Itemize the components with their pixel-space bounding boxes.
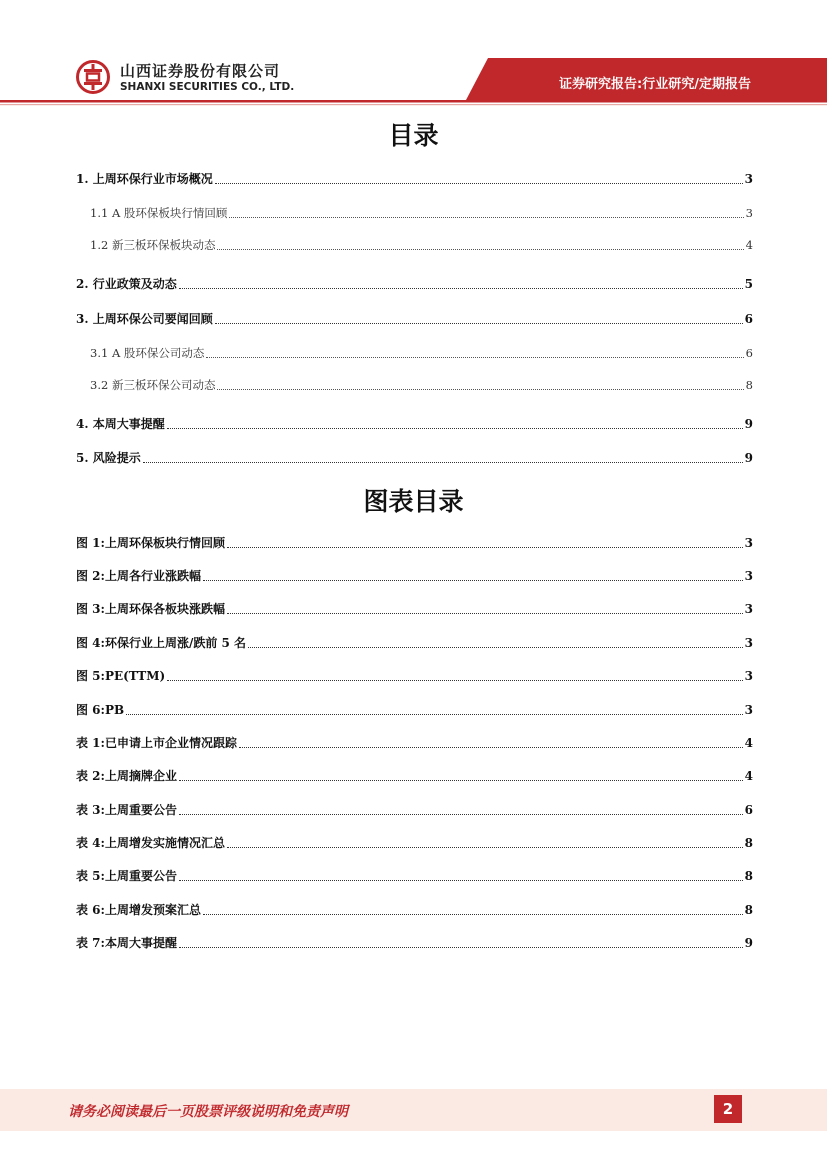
table-entry-label: 表 2:上周摘牌企业: [76, 769, 177, 783]
toc-entry-page: 6: [744, 312, 753, 326]
toc-entry[interactable]: [76, 416, 753, 432]
figure-entry[interactable]: [76, 568, 753, 584]
toc-entry-label: 3.2 新三板环保公司动态: [90, 378, 216, 392]
figure-entry-label: 图 6:PB: [76, 703, 125, 717]
figure-entry[interactable]: [76, 601, 753, 617]
header-graphic: [0, 0, 827, 110]
leader-dots: [215, 323, 743, 324]
figure-entry[interactable]: [76, 535, 753, 551]
table-entry[interactable]: [76, 868, 753, 884]
leader-dots: [179, 780, 743, 781]
header-rule-thin: [0, 104, 827, 105]
table-entry-page: 6: [744, 803, 753, 817]
leader-dots: [126, 714, 743, 715]
figure-entry[interactable]: [76, 702, 753, 718]
figure-entry[interactable]: [76, 668, 753, 684]
figure-entry[interactable]: [76, 635, 753, 651]
table-entry[interactable]: [76, 735, 753, 751]
page-header: [0, 0, 827, 110]
leader-dots: [203, 914, 743, 915]
toc-entry-page: 8: [745, 378, 753, 392]
table-entry[interactable]: [76, 902, 753, 918]
figures-title: 图表目录: [363, 487, 464, 516]
figure-entry-label: 图 2:上周各行业涨跌幅: [76, 569, 201, 583]
toc-title: 目录: [388, 121, 439, 150]
toc-entry-page: 6: [745, 346, 753, 360]
table-entry-label: 表 3:上周重要公告: [76, 803, 177, 817]
toc-entry[interactable]: [90, 237, 753, 253]
table-entry-page: 4: [744, 736, 753, 750]
toc-entry-label: 1.1 A 股环保板块行情回顾: [90, 206, 228, 220]
toc-entry[interactable]: [76, 276, 753, 292]
shanxi-securities-logo-icon: [76, 60, 110, 94]
figure-entry-label: 图 5:PE(TTM): [76, 669, 166, 683]
table-entry-page: 8: [744, 869, 753, 883]
table-entry-page: 8: [744, 903, 753, 917]
figure-entry-page: 3: [744, 602, 753, 616]
figure-entry-label: 图 4:环保行业上周涨/跌前 5 名: [76, 636, 247, 650]
toc-entry[interactable]: [90, 377, 753, 393]
table-entry-label: 表 7:本周大事提醒: [76, 936, 177, 950]
leader-dots: [179, 288, 743, 289]
company-name-cn: 山西证券股份有限公司: [120, 62, 281, 80]
table-entry-page: 4: [744, 769, 753, 783]
toc-entry-page: 5: [744, 277, 753, 291]
toc-entry-label: 2. 行业政策及动态: [76, 277, 177, 291]
toc-entry-label: 3. 上周环保公司要闻回顾: [76, 312, 213, 326]
toc-entry-page: 9: [744, 417, 753, 431]
leader-dots: [227, 847, 743, 848]
leader-dots: [227, 613, 743, 614]
table-entry[interactable]: [76, 935, 753, 951]
toc-entry-label: 3.1 A 股环保公司动态: [90, 346, 205, 360]
toc-entry-page: 3: [744, 172, 753, 186]
toc-entry-label: 5. 风险提示: [76, 451, 141, 465]
toc-entry[interactable]: [76, 450, 753, 466]
figure-entry-page: 3: [744, 669, 753, 683]
table-entry-page: 8: [744, 836, 753, 850]
table-entry-label: 表 6:上周增发预案汇总: [76, 903, 201, 917]
figure-entry-page: 3: [744, 636, 753, 650]
toc-entry-page: 3: [745, 206, 753, 220]
leader-dots: [217, 389, 743, 390]
leader-dots: [229, 217, 743, 218]
toc-entry-label: 1.2 新三板环保板块动态: [90, 238, 216, 252]
leader-dots: [239, 747, 743, 748]
footer-disclaimer: 请务必阅读最后一页股票评级说明和免责声明: [68, 1104, 348, 1120]
toc-entry[interactable]: [90, 205, 753, 221]
toc-entry-page: 4: [745, 238, 753, 252]
leader-dots: [179, 947, 743, 948]
leader-dots: [217, 249, 743, 250]
header-rule: [0, 100, 827, 103]
figure-entry-label: 图 1:上周环保板块行情回顾: [76, 536, 225, 550]
company-name-en: SHANXI SECURITIES CO., LTD.: [120, 81, 295, 93]
table-entry-label: 表 5:上周重要公告: [76, 869, 177, 883]
leader-dots: [167, 680, 742, 681]
toc-entry[interactable]: [76, 171, 753, 187]
leader-dots: [227, 547, 743, 548]
table-entry-label: 表 4:上周增发实施情况汇总: [76, 836, 225, 850]
page-number: 2: [714, 1095, 742, 1123]
leader-dots: [215, 183, 743, 184]
toc-entry-page: 9: [744, 451, 753, 465]
report-type: 证券研究报告:行业研究/定期报告: [559, 77, 751, 92]
leader-dots: [143, 462, 743, 463]
leader-dots: [206, 357, 743, 358]
leader-dots: [167, 428, 743, 429]
toc-entry[interactable]: [90, 345, 753, 361]
table-entry-label: 表 1:已申请上市企业情况跟踪: [76, 736, 237, 750]
leader-dots: [248, 647, 743, 648]
figure-entry-page: 3: [744, 569, 753, 583]
toc-entry[interactable]: [76, 311, 753, 327]
leader-dots: [179, 814, 743, 815]
leader-dots: [203, 580, 743, 581]
figure-entry-page: 3: [744, 703, 753, 717]
table-entry[interactable]: [76, 768, 753, 784]
table-entry-page: 9: [744, 936, 753, 950]
toc-entry-label: 1. 上周环保行业市场概况: [76, 172, 213, 186]
table-entry[interactable]: [76, 802, 753, 818]
table-entry[interactable]: [76, 835, 753, 851]
figure-entry-page: 3: [744, 536, 753, 550]
leader-dots: [179, 880, 743, 881]
toc-entry-label: 4. 本周大事提醒: [76, 417, 165, 431]
figure-entry-label: 图 3:上周环保各板块涨跌幅: [76, 602, 225, 616]
